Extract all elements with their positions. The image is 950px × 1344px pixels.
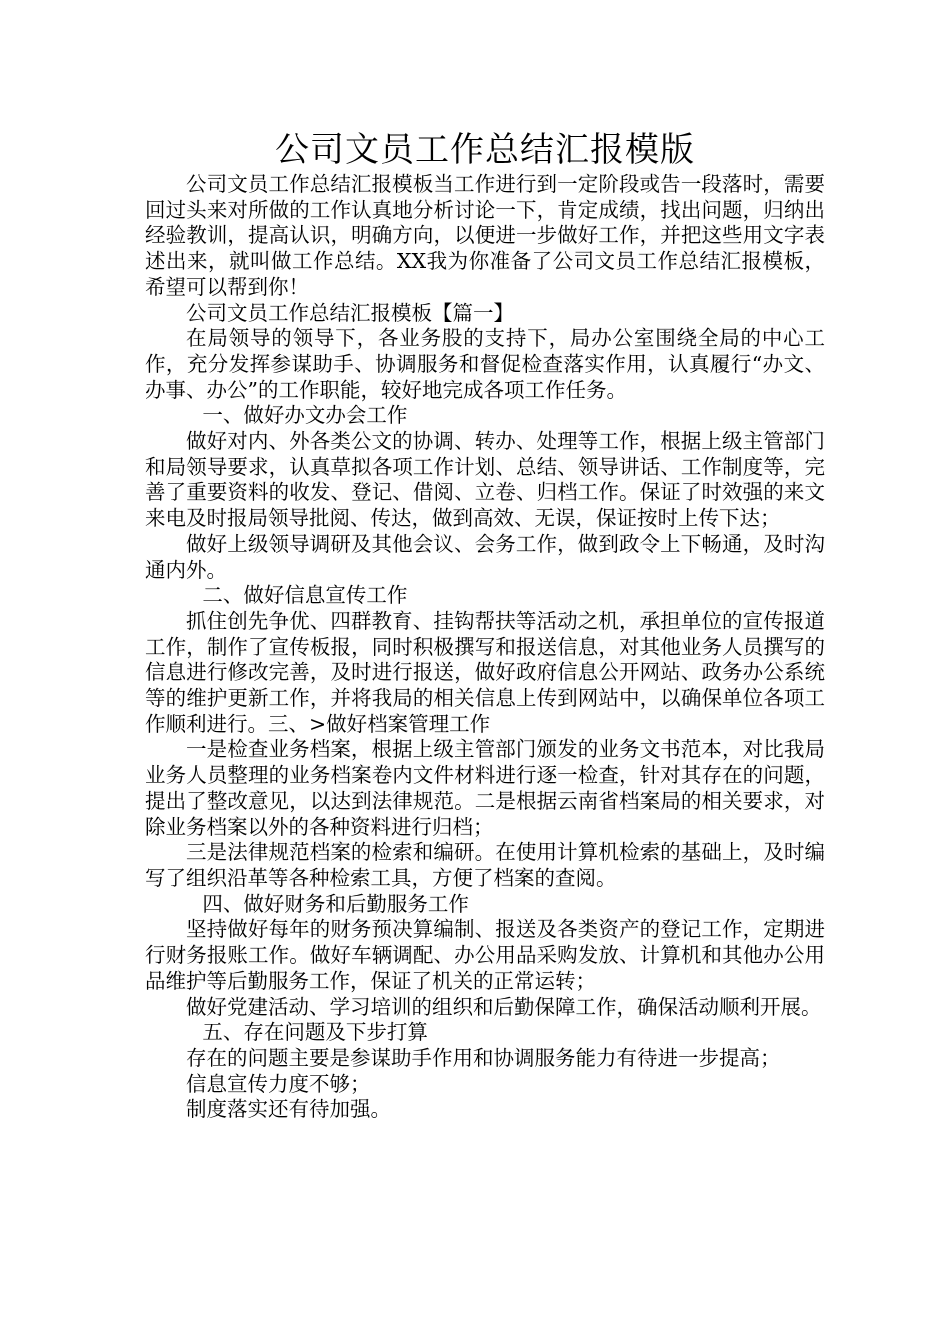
document-work-paragraph-2: 做好上级领导调研及其他会议、会务工作，做到政令上下畅通，及时沟通内外。: [145, 531, 825, 582]
section-title-part-one: 公司文员工作总结汇报模板【篇一】: [186, 300, 514, 325]
intro-paragraph: 公司文员工作总结汇报模板当工作进行到一定阶段或告一段落时，需要回过头来对所做的工作认真地分析讨论一下，肯定成绩，找出问题，归纳出经验教训，提高认识，明确方向，以便进一步做好工作，并把这些用文字表述出来，就叫做工作总结。XX我为你准备了公司文员工作总结汇报模板，希望可以帮到你！: [145, 172, 825, 299]
problems-paragraph-1: 存在的问题主要是参谋助手作用和协调服务能力有待进一步提高；: [186, 1045, 781, 1070]
heading-finance-logistics: 四、做好财务和后勤服务工作: [202, 891, 469, 916]
finance-logistics-paragraph-2: 做好党建活动、学习培训的组织和后勤保障工作，确保活动顺利开展。: [186, 994, 822, 1019]
document-work-paragraph-1: 做好对内、外各类公文的协调、转办、处理等工作，根据上级主管部门和局领导要求，认真草拟各项工作计划、总结、领导讲话、工作制度等，完善了重要资料的收发、登记、借阅、立卷、归档工作。保证了时效强的来文来电及时报局领导批阅、传达，做到高效、无误，保证按时上传下达；: [145, 429, 825, 531]
document-title: 公司文员工作总结汇报模版: [275, 130, 695, 170]
finance-logistics-paragraph-1: 坚持做好每年的财务预决算编制、报送及各类资产的登记工作，定期进行财务报账工作。做好车辆调配、办公用品采购发放、计算机和其他办公用品维护等后勤服务工作，保证了机关的正常运转；: [145, 917, 825, 993]
heading-problems-next-steps: 五、存在问题及下步打算: [202, 1020, 428, 1045]
overview-paragraph: 在局领导的领导下，各业务股的支持下，局办公室围绕全局的中心工作，充分发挥参谋助手、协调服务和督促检查落实作用，认真履行“办文、办事、办公”的工作职能，较好地完成各项工作任务。: [145, 326, 825, 402]
document-body: [145, 172, 825, 1123]
heading-information-publicity: 二、做好信息宣传工作: [202, 583, 408, 608]
heading-document-meeting-work: 一、做好办文办会工作: [202, 403, 408, 428]
archive-paragraph-1: 一是检查业务档案，根据上级主管部门颁发的业务文书范本，对比我局业务人员整理的业务档案卷内文件材料进行逐一检查，针对其存在的问题，提出了整改意见，以达到法律规范。二是根据云南省档案局的相关要求，对除业务档案以外的各种资料进行归档；: [145, 737, 825, 839]
problems-paragraph-3: 制度落实还有待加强。: [186, 1097, 391, 1122]
archive-paragraph-2: 三是法律规范档案的检索和编研。在使用计算机检索的基础上，及时编写了组织沿革等各种检索工具，方便了档案的查阅。: [145, 840, 825, 890]
problems-paragraph-2: 信息宣传力度不够；: [186, 1071, 371, 1096]
information-publicity-paragraph: 抓住创先争优、四群教育、挂钩帮扶等活动之机，承担单位的宣传报道工作，制作了宣传板报，同时积极撰写和报送信息，对其他业务人员撰写的信息进行修改完善，及时进行报送，做好政府信息公开网站、政务办公系统等的维护更新工作，并将我局的相关信息上传到网站中，以确保单位各项工作顺利进行。三、>做好档案管理工作: [145, 608, 825, 736]
